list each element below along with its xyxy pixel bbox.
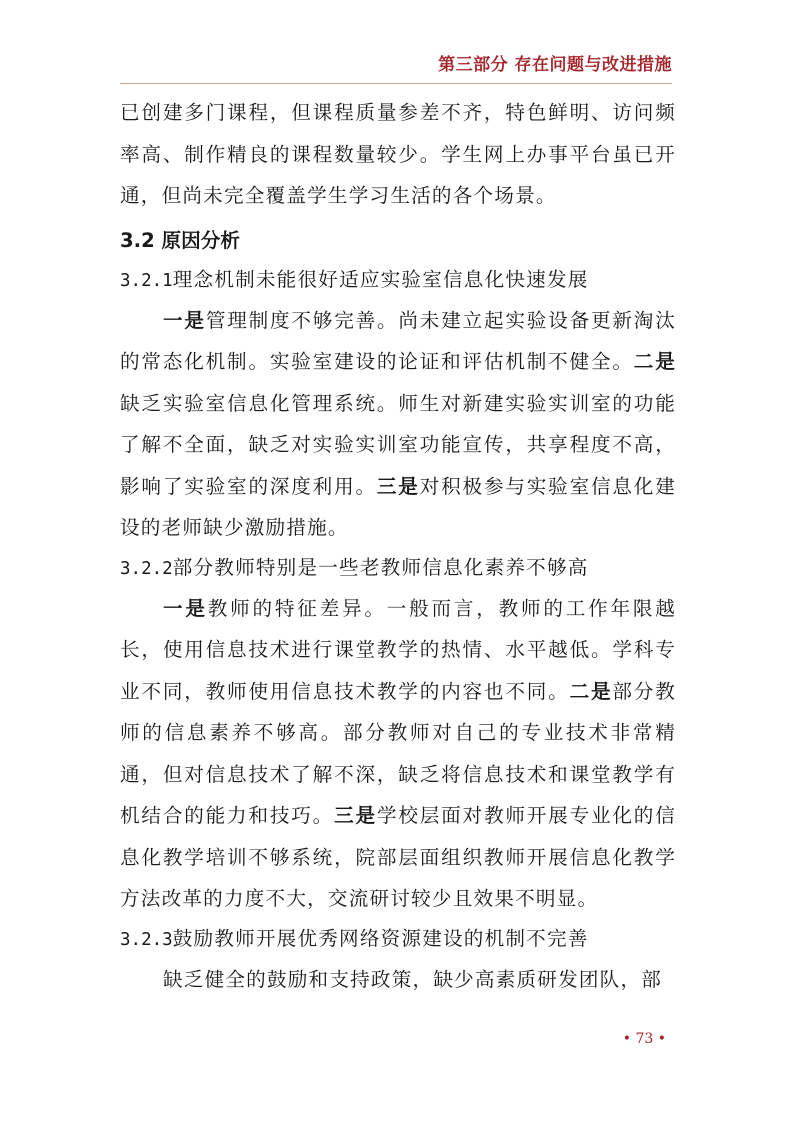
subsection-title: 部分教师特别是一些老教师信息化素养不够高 — [172, 555, 589, 579]
keyword-third: 三是 — [376, 474, 420, 498]
running-header: 第三部分 存在问题与改进措施 — [438, 55, 672, 75]
paragraph-3-2-2 — [120, 588, 676, 920]
page-number: • 73 • — [622, 1031, 666, 1047]
subsection-title: 理念机制未能很好适应实验室信息化快速发展 — [172, 267, 589, 291]
keyword-second: 二是 — [569, 679, 613, 703]
keyword-first: 一是 — [163, 596, 208, 620]
paragraph-text: 管理制度不够完善。尚未建立起实验设备更新淘汰的常态化机制。实验室建设的论证和评估机制不健全。 — [120, 308, 676, 373]
subsection-title: 鼓励教师开展优秀网络资源建设的机制不完善 — [172, 926, 589, 950]
paragraph-continued: 已创建多门课程，但课程质量参差不齐，特色鲜明、访问频率高、制作精良的课程数量较少。学生网上办事平台虽已开通，但尚未完全覆盖学生学习生活的各个场景。 — [120, 101, 676, 207]
subsection-number: 3.2.1 — [120, 270, 173, 291]
paragraph-3-2-1 — [120, 300, 676, 549]
paragraph-text: 对积极参与实验室信息化建设的老师缺少激励措施。 — [120, 474, 676, 539]
paragraph-text: 教师的特征差异。一般而言，教师的工作年限越长，使用信息技术进行课堂教学的热情、水平越低。学科专业不同，教师使用信息技术教学的内容也不同。 — [120, 596, 676, 703]
paragraph-text: 缺乏实验室信息化管理系统。师生对新建实验实训室的功能了解不全面，缺乏对实验实训室功能宣传，共享程度不高，影响了实验室的深度利用。 — [120, 391, 676, 498]
page-body — [120, 92, 676, 1000]
subsection-number: 3.2.3 — [120, 929, 173, 950]
paragraph-text: 部分教师的信息素养不够高。部分教师对自己的专业技术非常精通，但对信息技术了解不深，缺乏将信息技术和课堂教学有机结合的能力和技巧。 — [120, 679, 676, 827]
keyword-first: 一是 — [163, 308, 206, 332]
header-divider — [120, 83, 672, 84]
subsection-heading-3-2-3 — [120, 920, 676, 959]
keyword-second: 二是 — [633, 350, 676, 373]
paragraph-text: 学校层面对教师开展专业化的信息化教学培训不够系统，院部层面组织教师开展信息化教学方法改革的力度不大，交流研讨较少且效果不明显。 — [120, 804, 676, 910]
subsection-number: 3.2.2 — [120, 558, 173, 579]
subsection-heading-3-2-1 — [120, 261, 676, 300]
paragraph-3-2-3: 缺乏健全的鼓励和支持政策，缺少高素质研发团队，部 — [163, 967, 663, 991]
subsection-heading-3-2-2 — [120, 549, 676, 588]
section-heading-3-2: 3.2 原因分析 — [120, 228, 240, 252]
keyword-third: 三是 — [334, 804, 377, 827]
